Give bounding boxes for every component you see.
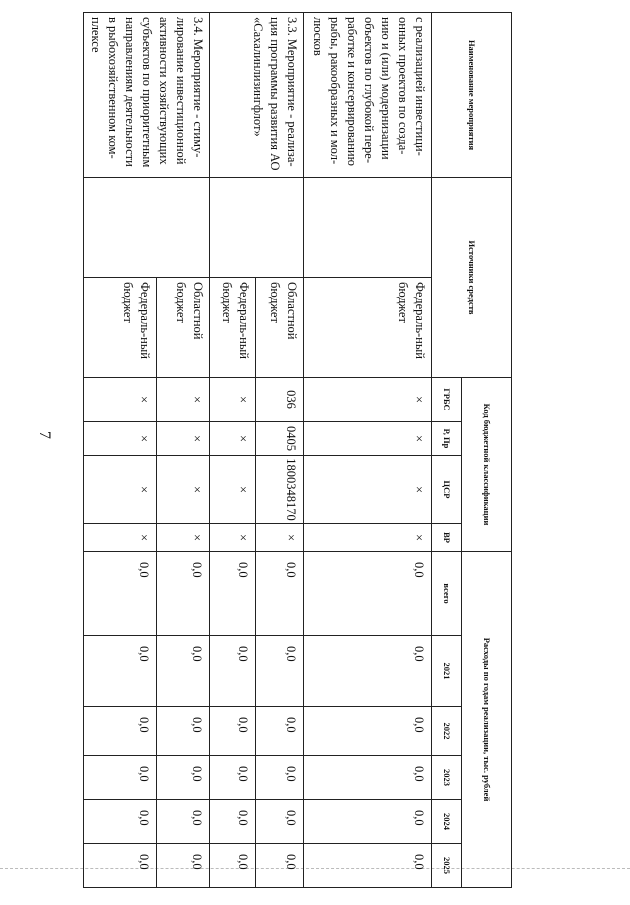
grbs-cell: × [156,378,209,422]
funding-source: Федераль-ный бюджет [84,278,157,378]
header-csr: ЦСР [432,456,462,524]
funding-source: Областной бюджет [156,278,209,378]
y2022-cell: 0,0 [210,707,256,756]
header-grbs: ГРБС [432,378,462,422]
y2021-cell: 0,0 [84,636,157,707]
header-source: Источники средств [432,178,512,378]
header-budget-code: Код бюджетной классификации [462,378,512,552]
y2025-cell: 0,0 [84,844,157,888]
total-cell: 0,0 [84,552,157,636]
header-row-1 [462,13,512,888]
total-cell: 0,0 [210,552,256,636]
page-number: 7 [36,431,53,439]
grbs-cell: × [210,378,256,422]
funding-source: Федераль-ный бюджет [304,278,432,378]
csr-cell: × [84,456,157,524]
y2021-cell: 0,0 [156,636,209,707]
budget-table [83,12,512,888]
y2023-cell: 0,0 [84,756,157,800]
activity-name: с реализацией инвестици-онных проектов по созда-нию и (или) модернизации объектов по глубокой пере-работке и консервированию рыбы, ракообразных и мол-люсков [304,13,432,178]
grbs-cell: × [304,378,432,422]
y2024-cell: 0,0 [210,800,256,844]
header-2022: 2022 [432,707,462,756]
y2024-cell: 0,0 [304,800,432,844]
y2025-cell: 0,0 [156,844,209,888]
y2023-cell: 0,0 [256,756,304,800]
header-name: Наименование мероприятия [432,13,512,178]
funding-source: Областной бюджет [256,278,304,378]
y2021-cell: 0,0 [210,636,256,707]
activity-name: 3.3. Мероприятие - реализа-ция программы развития АО «Сахалинлизингфлот» [210,13,304,178]
header-total: всего [432,552,462,636]
csr-cell: × [210,456,256,524]
header-2025: 2025 [432,844,462,888]
rpr-cell: × [304,422,432,456]
y2022-cell: 0,0 [156,707,209,756]
total-cell: 0,0 [304,552,432,636]
y2024-cell: 0,0 [84,800,157,844]
header-2024: 2024 [432,800,462,844]
grbs-cell: × [84,378,157,422]
header-2021: 2021 [432,636,462,707]
rpr-cell: 0405 [256,422,304,456]
header-vr: ВР [432,524,462,552]
blank-cell [84,178,210,278]
y2022-cell: 0,0 [304,707,432,756]
funding-source: Федераль-ный бюджет [210,278,256,378]
blank-cell [304,178,432,278]
y2025-cell: 0,0 [256,844,304,888]
csr-cell: × [304,456,432,524]
csr-cell: × [156,456,209,524]
y2023-cell: 0,0 [210,756,256,800]
y2022-cell: 0,0 [256,707,304,756]
vr-cell: × [84,524,157,552]
y2024-cell: 0,0 [156,800,209,844]
vr-cell: × [156,524,209,552]
activity-name: 3.4. Мероприятие - стиму-лирование инвестиционной активности хозяйствующих субъектов по приоритетным направлениям деятельности в рыбохозяйственном ком-плексе [84,13,210,178]
rpr-cell: × [210,422,256,456]
vr-cell: × [304,524,432,552]
grbs-cell: 036 [256,378,304,422]
vr-cell: × [256,524,304,552]
header-rpr: Р, Пр [432,422,462,456]
y2025-cell: 0,0 [304,844,432,888]
rpr-cell: × [84,422,157,456]
table-row [304,13,432,888]
y2022-cell: 0,0 [84,707,157,756]
header-expenses: Расходы по годам реализации, тыс. рублей [462,552,512,888]
vr-cell: × [210,524,256,552]
header-2023: 2023 [432,756,462,800]
csr-cell: 1800348170 [256,456,304,524]
y2023-cell: 0,0 [304,756,432,800]
y2021-cell: 0,0 [304,636,432,707]
table-row [156,13,209,888]
table-row [256,13,304,888]
y2021-cell: 0,0 [256,636,304,707]
y2023-cell: 0,0 [156,756,209,800]
y2024-cell: 0,0 [256,800,304,844]
rpr-cell: × [156,422,209,456]
y2025-cell: 0,0 [210,844,256,888]
total-cell: 0,0 [156,552,209,636]
budget-table-sheet [89,12,512,887]
total-cell: 0,0 [256,552,304,636]
blank-cell [210,178,304,278]
